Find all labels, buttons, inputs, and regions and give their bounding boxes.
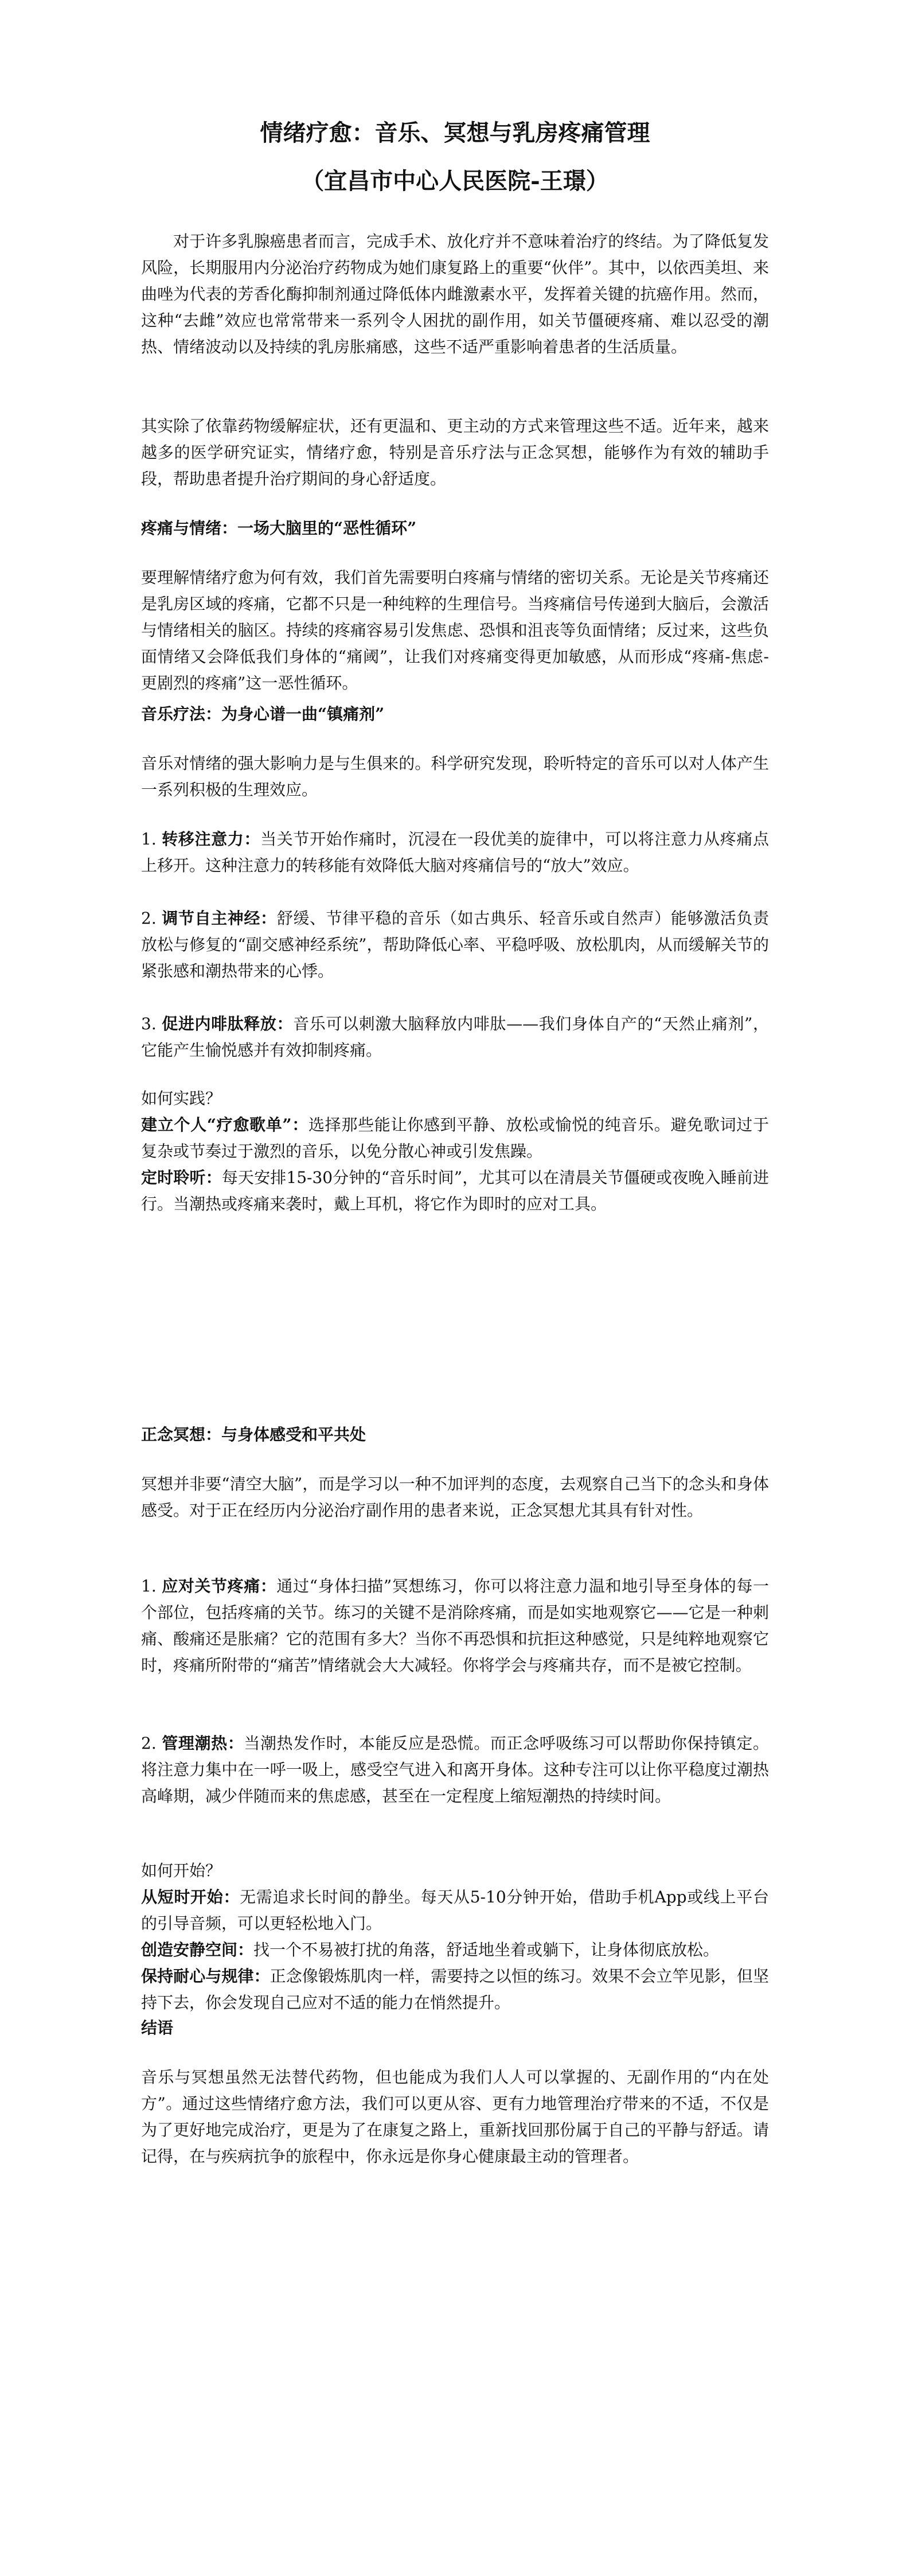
list-item-label: 转移注意力：: [162, 830, 261, 849]
intro-paragraph-2: 其实除了依靠药物缓解症状，还有更温和、更主动的方式来管理这些不适。近年来，越来越多的医学研究证实，情绪疗愈，特别是音乐疗法与正念冥想，能够作为有效的辅助手段，帮助患者提升治疗期间的身心舒适度。: [141, 417, 769, 488]
list-item-text: 通过“身体扫描”冥想练习，你可以将注意力温和地引导至身体的每一个部位，包括疼痛的关节。练习的关键不是消除疼痛，而是如实地观察它——它是一种刺痛、酸痛还是胀痛？它的范围有多大？当你不再恐惧和抗拒这种感觉，只是纯粹地观察它时，疼痛所附带的“痛苦”情绪就会大大减轻。你将学会与疼痛共存，而不是被它控制。: [141, 1577, 769, 1675]
practice-text: 找一个不易被打扰的角落，舒适地坐着或躺下，让身体彻底放松。: [253, 1940, 720, 1959]
practice-label: 创造安静空间：: [141, 1940, 254, 1959]
section-heading-mindfulness: 正念冥想：与身体感受和平共处: [141, 1425, 366, 1444]
section-heading-music: 音乐疗法：为身心谱一曲“镇痛剂”: [141, 705, 385, 723]
list-item-label: 促进内啡肽释放：: [162, 1014, 294, 1033]
practice-text: 无需追求长时间的静坐。每天从5-10分钟开始，借助手机App或线上平台的引导音频，可以更轻松地入门。: [141, 1888, 769, 1933]
practice-text: 正念像锻炼肌肉一样，需要持之以恒的练习。效果不会立竿见影，但坚持下去，你会发现自己应对不适的能力在悄然提升。: [141, 1967, 769, 2012]
page-title: 情绪疗愈：音乐、冥想与乳房疼痛管理: [260, 119, 650, 146]
practice-title: 如何实践？: [141, 1089, 222, 1108]
list-item-text: 舒缓、节律平稳的音乐（如古典乐、轻音乐或自然声）能够激活负责放松与修复的“副交感神经系统”，帮助降低心率、平稳呼吸、放松肌肉，从而缓解关节的紧张感和潮热带来的心悸。: [141, 909, 769, 980]
list-item-label: 应对关节疼痛：: [162, 1577, 277, 1596]
list-item-text: 音乐可以刺激大脑释放内啡肽——我们身体自产的“天然止痛剂”，它能产生愉悦感并有效抑制疼痛。: [141, 1014, 769, 1060]
intro-paragraph-1: 对于许多乳腺癌患者而言，完成手术、放化疗并不意味着治疗的终结。为了降低复发风险，长期服用内分泌治疗药物成为她们康复路上的重要“伙伴”。其中，以依西美坦、来曲唑为代表的芳香化酶抑制剂通过降低体内雌激素水平，发挥着关键的抗癌作用。然而，这种“去雌”效应也常常带来一系列令人困扰的副作用，如关节僵硬疼痛、难以忍受的潮热、情绪波动以及持续的乳房胀痛感，这些不适严重影响着患者的生活质量。: [141, 232, 769, 356]
list-item-label: 管理潮热：: [162, 1734, 244, 1753]
practice-text: 每天安排15-30分钟的“音乐时间”，尤其可以在清晨关节僵硬或夜晚入睡前进行。当潮热或疼痛来袭时，戴上耳机，将它作为即时的应对工具。: [141, 1168, 769, 1213]
practice-label: 保持耐心与规律：: [141, 1967, 270, 1986]
section-heading-pain-emotion: 疼痛与情绪：一场大脑里的“恶性循环”: [141, 519, 417, 538]
practice-title: 如何开始？: [141, 1861, 222, 1880]
music-list-item-2: [141, 905, 769, 985]
practice-item: [141, 1112, 769, 1165]
music-practice-block: [141, 1085, 769, 1217]
practice-item: [141, 1884, 769, 1937]
list-number: 3.: [141, 1014, 157, 1033]
list-item-text: 当关节开始作痛时，沉浸在一段优美的旋律中，可以将注意力从疼痛点上移开。这种注意力的转移能有效降低大脑对疼痛信号的“放大”效应。: [141, 830, 769, 875]
practice-text: 选择那些能让你感到平静、放松或愉悦的纯音乐。避免歌词过于复杂或节奏过于激烈的音乐，以免分散心神或引发焦躁。: [141, 1115, 769, 1161]
practice-item: [141, 1165, 769, 1217]
section-body-mindfulness: 冥想并非要“清空大脑”，而是学习以一种不加评判的态度，去观察自己当下的念头和身体感受。对于正在经历内分泌治疗副作用的患者来说，正念冥想尤其具有针对性。: [141, 1474, 769, 1520]
music-list-item-3: [141, 1011, 769, 1064]
practice-item: [141, 1963, 769, 2016]
mindfulness-list-item-2: [141, 1730, 769, 1810]
practice-label: 定时聆听：: [141, 1168, 222, 1187]
music-list-item-1: [141, 826, 769, 879]
list-item-label: 调节自主神经：: [162, 909, 277, 928]
practice-label: 建立个人“疗愈歌单”：: [141, 1115, 308, 1134]
section-body-pain-emotion: 要理解情绪疗愈为何有效，我们首先需要明白疼痛与情绪的密切关系。无论是关节疼痛还是乳房区域的疼痛，它都不只是一种纯粹的生理信号。当疼痛信号传递到大脑后，会激活与情绪相关的脑区。持续的疼痛容易引发焦虑、恐惧和沮丧等负面情绪；反过来，这些负面情绪又会降低我们身体的“痛阈”，让我们对疼痛变得更加敏感，从而形成“疼痛-焦虑-更剧烈的疼痛”这一恶性循环。: [141, 568, 769, 692]
section-heading-conclusion: 结语: [141, 2018, 174, 2037]
page-subtitle: （宜昌市中心人民医院-王璟）: [301, 168, 609, 194]
list-number: 1.: [141, 830, 157, 849]
section-body-conclusion: 音乐与冥想虽然无法替代药物，但也能成为我们人人可以掌握的、无副作用的“内在处方”。通过这些情绪疗愈方法，我们可以更从容、更有力地管理治疗带来的不适，不仅是为了更好地完成治疗，更是为了在康复之路上，重新找回那份属于自己的平静与舒适。请记得，在与疾病抗争的旅程中，你永远是你身心健康最主动的管理者。: [141, 2068, 769, 2166]
mindfulness-practice-block: [141, 1858, 769, 2016]
list-item-text: 当潮热发作时，本能反应是恐慌。而正念呼吸练习可以帮助你保持镇定。将注意力集中在一呼一吸上，感受空气进入和离开身体。这种专注可以让你平稳度过潮热高峰期，减少伴随而来的焦虑感，甚至在一定程度上缩短潮热的持续时间。: [141, 1734, 769, 1805]
list-number: 2.: [141, 1734, 157, 1753]
practice-label: 从短时开始：: [141, 1888, 240, 1906]
list-number: 1.: [141, 1577, 157, 1596]
section-body-music: 音乐对情绪的强大影响力是与生俱来的。科学研究发现，聆听特定的音乐可以对人体产生一系列积极的生理效应。: [141, 754, 769, 799]
list-number: 2.: [141, 909, 157, 928]
mindfulness-list-item-1: [141, 1573, 769, 1679]
practice-item: [141, 1937, 769, 1963]
